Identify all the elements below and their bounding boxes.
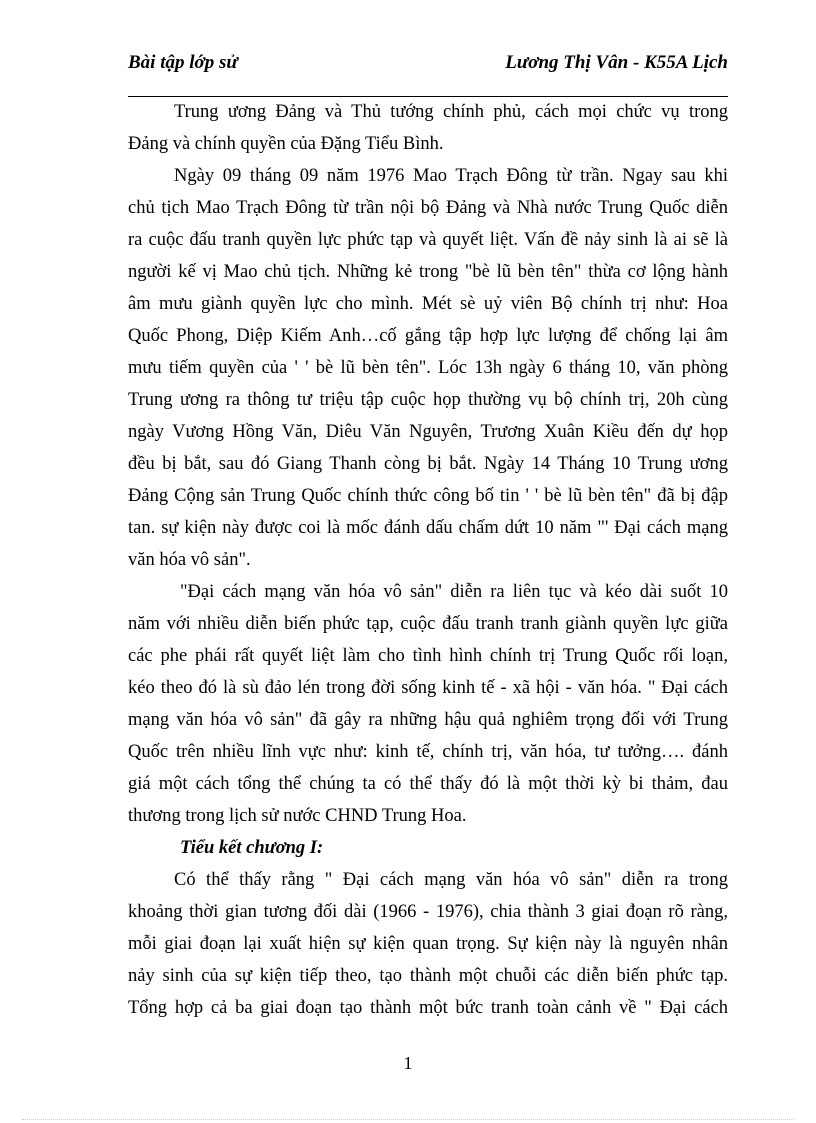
page-header <box>128 50 728 98</box>
section-heading: Tiểu kết chương I: <box>180 838 324 858</box>
text-line: văn hóa vô sản". <box>128 550 251 570</box>
text-line: Có thể thấy rằng " Đại cách mạng văn hóa vô sản" diễn ra trong <box>174 870 728 890</box>
text-line: Tổng hợp cả ba giai đoạn tạo thành một bức tranh toàn cảnh về " Đại cách <box>128 998 728 1018</box>
header-author: Lương Thị Vân - K55A Lịch <box>505 52 728 73</box>
text-line: Đảng Cộng sản Trung Quốc chính thức công bố tin ' ' bè lũ bèn tên" đã bị đập <box>128 486 728 506</box>
text-line: khoảng thời gian tương đối dài (1966 - 1976), chia thành 3 giai đoạn rõ ràng, <box>128 902 728 922</box>
text-line: ngày Vương Hồng Văn, Diêu Văn Nguyên, Trương Xuân Kiều đến dự họp <box>128 422 728 442</box>
text-line: thương trong lịch sử nước CHND Trung Hoa. <box>128 806 467 826</box>
text-line: người kế vị Mao chủ tịch. Những kẻ trong "bè lũ bèn tên" thừa cơ lộng hành <box>128 262 728 282</box>
text-line: giá một cách tổng thể chúng ta có thể thấy đó là một thời kỳ bi thảm, đau <box>128 774 728 794</box>
text-line: năm với nhiều diễn biến phức tạp, cuộc đấu tranh tranh giành quyền lực giữa <box>128 614 728 634</box>
text-line: "Đại cách mạng văn hóa vô sản" diễn ra liên tục và kéo dài suốt 10 <box>180 582 728 602</box>
text-line: mưu tiếm quyền của ' ' bè lũ bèn tên". Lóc 13h ngày 6 tháng 10, văn phòng <box>128 358 728 378</box>
text-line: ra cuộc đấu tranh quyền lực phức tạp và quyết liệt. Vấn đề nảy sinh là ai sẽ là <box>128 230 728 250</box>
document-body <box>128 96 728 1024</box>
text-line: chủ tịch Mao Trạch Đông từ trần nội bộ Đảng và Nhà nước Trung Quốc diễn <box>128 198 728 218</box>
text-line: nảy sinh của sự kiện tiếp theo, tạo thành một chuỗi các diễn biến phức tạp. <box>128 966 728 986</box>
page-number: 1 <box>403 1053 413 1073</box>
text-line: Quốc trên nhiều lĩnh vực như: kinh tế, chính trị, văn hóa, tư tưởng…. đánh <box>128 742 728 762</box>
text-line: Đảng và chính quyền của Đặng Tiểu Bình. <box>128 134 444 154</box>
text-line: mỗi giai đoạn lại xuất hiện sự kiện quan trọng. Sự kiện này là nguyên nhân <box>128 934 728 954</box>
text-line: kéo theo đó là sù đảo lén trong đời sống kinh tế - xã hội - văn hóa. " Đại cách <box>128 678 728 698</box>
text-line: Ngày 09 tháng 09 năm 1976 Mao Trạch Đông từ trần. Ngay sau khi <box>174 166 728 186</box>
text-line: mạng văn hóa vô sản" đã gây ra những hậu quả nghiêm trọng đối với Trung <box>128 710 728 730</box>
header-course-title: Bài tập lớp sử <box>128 52 238 73</box>
text-line: Trung ương Đảng và Thủ tướng chính phủ, cách mọi chức vụ trong <box>174 102 728 122</box>
text-line: tan. sự kiện này được coi là mốc đánh dấu chấm dứt 10 năm "' Đại cách mạng <box>128 518 728 538</box>
text-line: Quốc Phong, Diệp Kiếm Anh…cố gắng tập hợp lực lượng để chống lại âm <box>128 326 728 346</box>
footer-divider <box>22 1119 794 1120</box>
text-line: Trung ương ra thông tư triệu tập cuộc họp thường vụ bộ chính trị, 20h cùng <box>128 390 728 410</box>
text-line: các phe phái rất quyết liệt làm cho tình hình chính trị Trung Quốc rối loạn, <box>128 646 728 666</box>
text-line: âm mưu giành quyền lực cho mình. Mét sè uỷ viên Bộ chính trị như: Hoa <box>128 294 728 314</box>
text-line: đều bị bắt, sau đó Giang Thanh còng bị bắt. Ngày 14 Tháng 10 Trung ương <box>128 454 728 474</box>
